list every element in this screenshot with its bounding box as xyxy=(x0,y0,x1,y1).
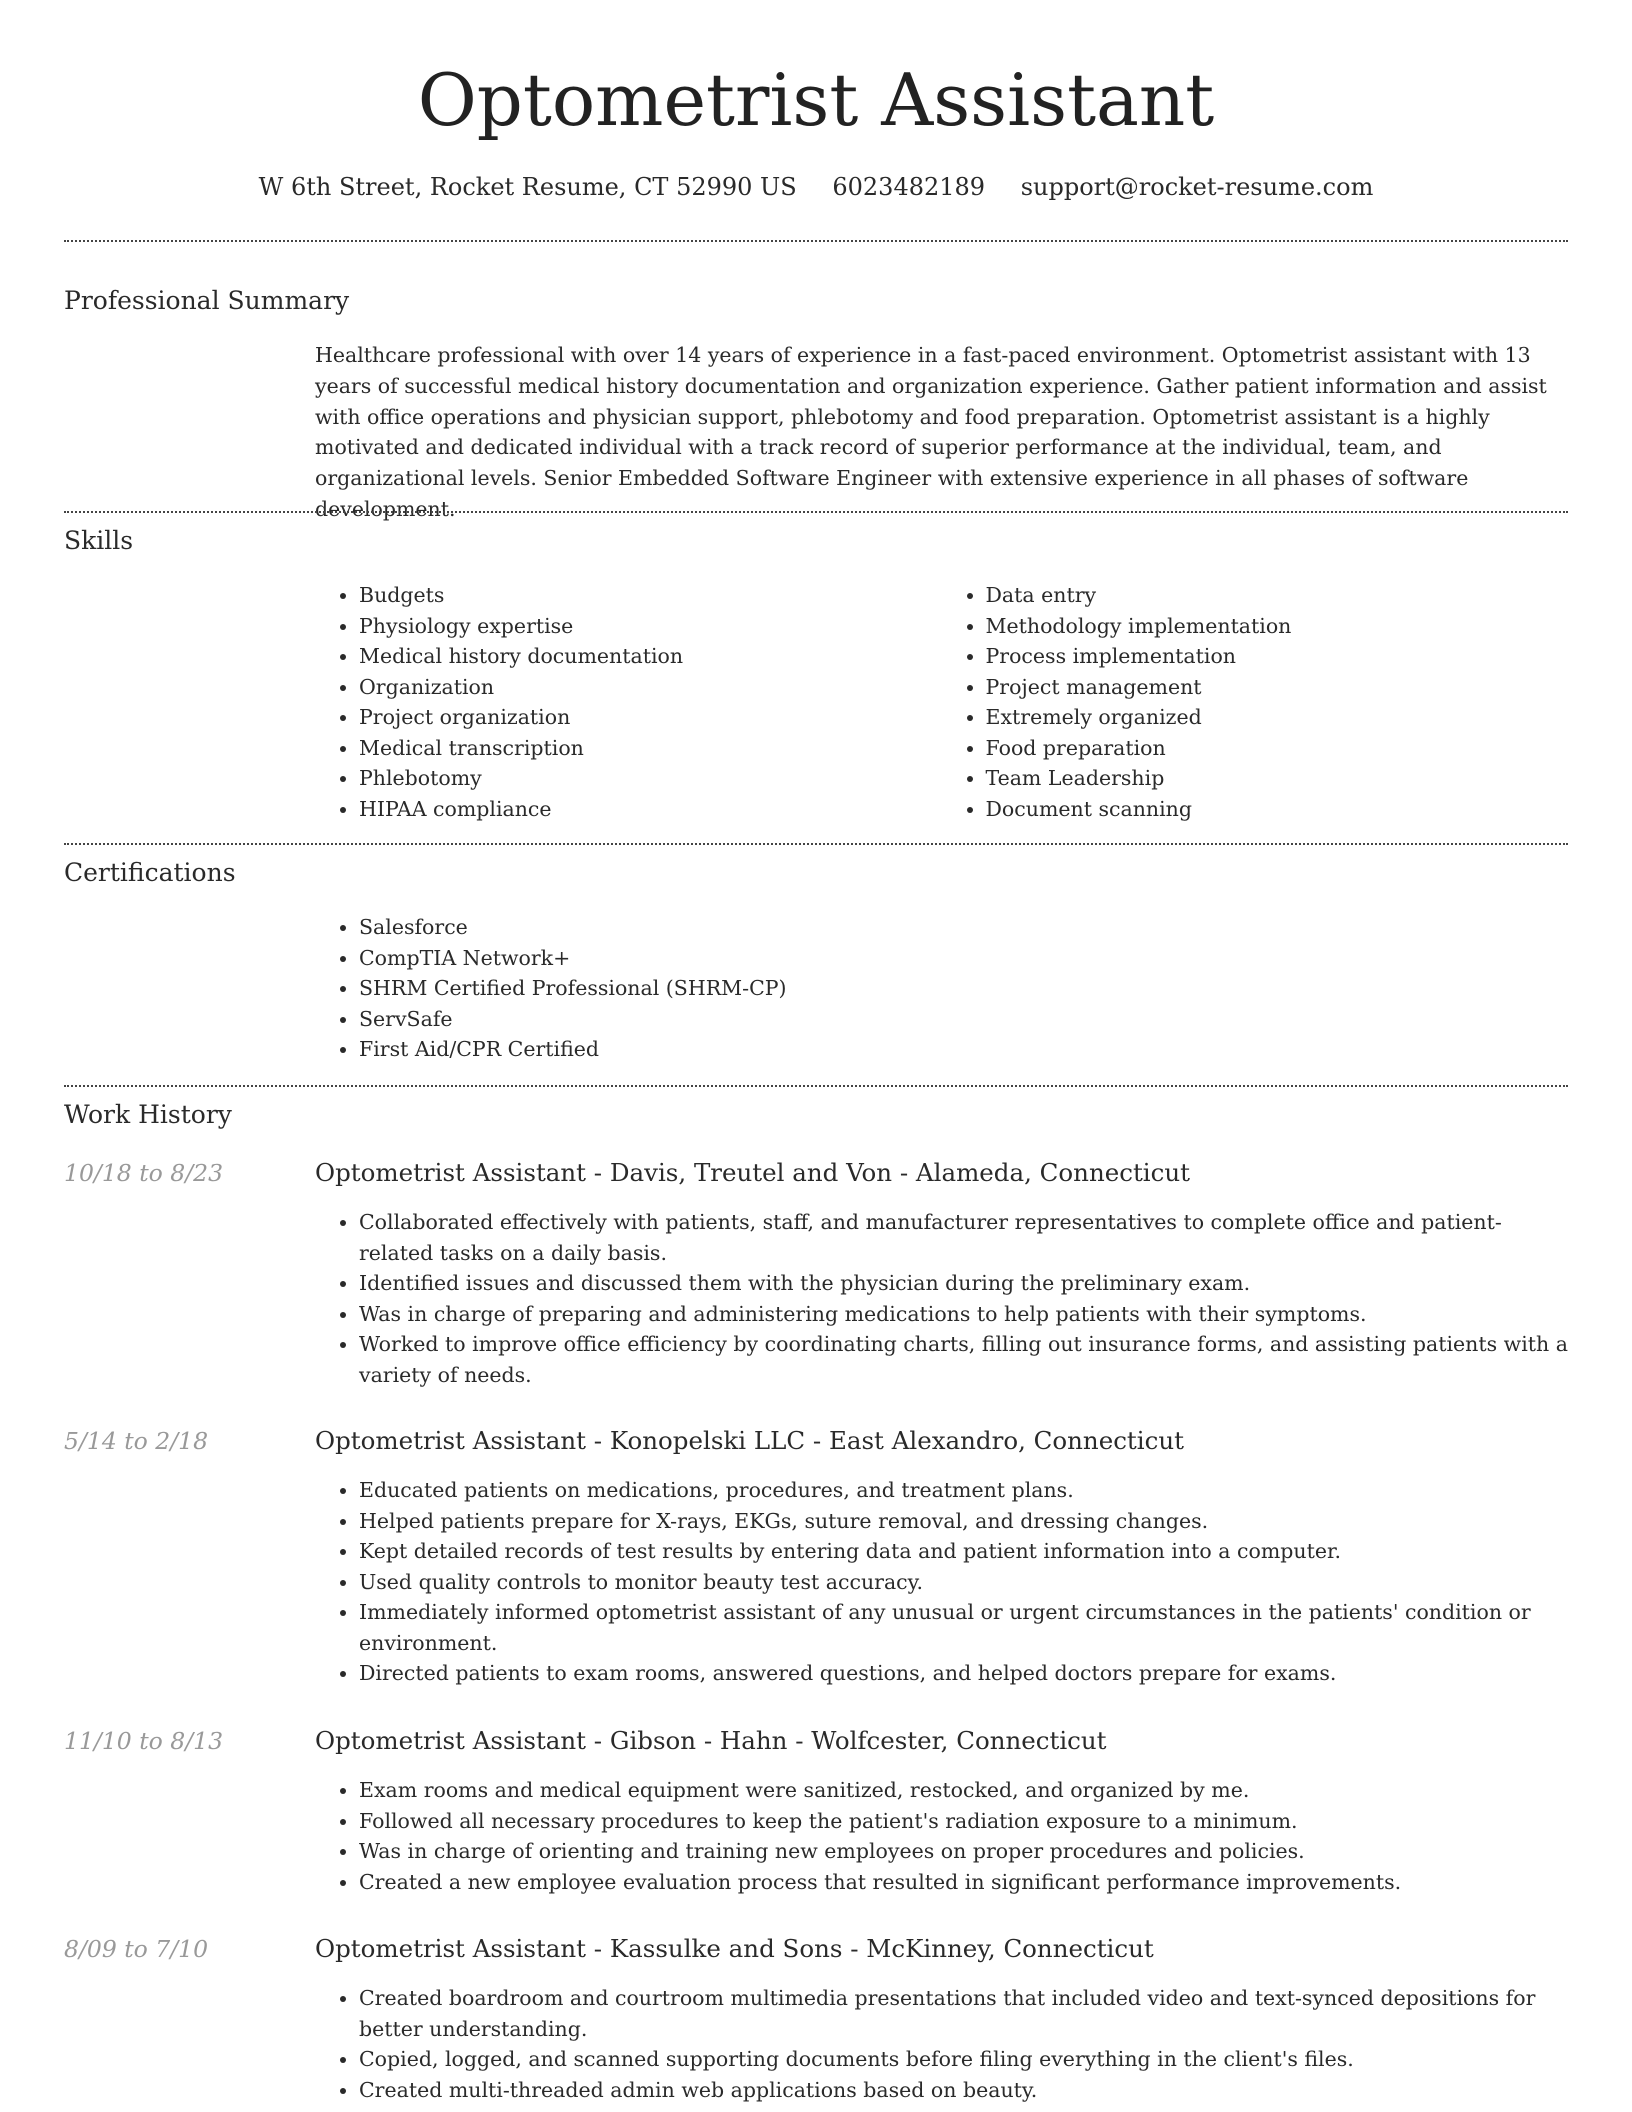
skill-item: • Budgets xyxy=(359,580,942,611)
certifications-list xyxy=(315,912,1568,1065)
skill-item: • Organization xyxy=(359,672,942,703)
job-bullets xyxy=(315,1475,1568,1689)
certification-item: • CompTIA Network+ xyxy=(359,943,1568,974)
job-bullet: • Helped patients prepare for X-rays, EKGs, suture removal, and dressing changes. xyxy=(359,1506,1568,1537)
job-bullet: • Used quality controls to monitor beauty test accuracy. xyxy=(359,1567,1568,1598)
skill-item: • Phlebotomy xyxy=(359,763,942,794)
skill-item: • Process implementation xyxy=(986,641,1569,672)
job-bullet: • Kept detailed records of test results by entering data and patient information into a computer. xyxy=(359,1536,1568,1567)
job-dates: 8/09 to 7/10 xyxy=(64,1935,209,1963)
divider xyxy=(64,511,1568,513)
skills-heading: Skills xyxy=(64,526,134,555)
job-bullet: • Followed all necessary procedures to keep the patient's radiation exposure to a minimum. xyxy=(359,1806,1568,1837)
contact-email: support@rocket-resume.com xyxy=(1020,173,1374,201)
job-bullet: • Immediately informed optometrist assistant of any unusual or urgent circumstances in the patients' condition or environment. xyxy=(359,1597,1568,1658)
contact-line xyxy=(64,170,1568,204)
divider xyxy=(64,843,1568,845)
job-bullet: • Created a new employee evaluation process that resulted in significant performance improvements. xyxy=(359,1867,1568,1898)
job-bullet: • Was in charge of preparing and administering medications to help patients with their symptoms. xyxy=(359,1299,1568,1330)
job-bullet: • Exam rooms and medical equipment were sanitized, restocked, and organized by me. xyxy=(359,1775,1568,1806)
certification-item: • Salesforce xyxy=(359,912,1568,943)
work-history-heading: Work History xyxy=(64,1100,232,1129)
certification-item: • ServSafe xyxy=(359,1004,1568,1035)
skill-item: • Project management xyxy=(986,672,1569,703)
job-title: Optometrist Assistant - Konopelski LLC - East Alexandro, Connecticut xyxy=(315,1426,1184,1455)
skill-item: • Project organization xyxy=(359,702,942,733)
job-bullets xyxy=(315,1207,1568,1390)
job-title: Optometrist Assistant - Davis, Treutel and Von - Alameda, Connecticut xyxy=(315,1158,1190,1187)
certification-item: • SHRM Certified Professional (SHRM-CP) xyxy=(359,973,1568,1004)
job-bullet: • Educated patients on medications, procedures, and treatment plans. xyxy=(359,1475,1568,1506)
job-title: Optometrist Assistant - Kassulke and Sons - McKinney, Connecticut xyxy=(315,1934,1154,1963)
skills-left-column xyxy=(315,580,942,824)
skill-item: • Data entry xyxy=(986,580,1569,611)
summary-heading: Professional Summary xyxy=(64,286,350,315)
job-bullet: • Was in charge of orienting and training new employees on proper procedures and policies. xyxy=(359,1836,1568,1867)
skill-item: • Medical transcription xyxy=(359,733,942,764)
divider xyxy=(64,1085,1568,1087)
job-title: Optometrist Assistant - Gibson - Hahn - Wolfcester, Connecticut xyxy=(315,1726,1107,1755)
skill-item: • Team Leadership xyxy=(986,763,1569,794)
skill-item: • Methodology implementation xyxy=(986,611,1569,642)
certifications-heading: Certifications xyxy=(64,858,236,887)
job-bullet: • Directed patients to exam rooms, answered questions, and helped doctors prepare for exams. xyxy=(359,1658,1568,1689)
job-bullet: • Collaborated effectively with patients, staff, and manufacturer representatives to complete office and patient-related tasks on a daily basis. xyxy=(359,1207,1568,1268)
skill-item: • Medical history documentation xyxy=(359,641,942,672)
skill-item: • Physiology expertise xyxy=(359,611,942,642)
job-dates: 11/10 to 8/13 xyxy=(64,1727,224,1755)
job-bullet: • Worked to improve office efficiency by coordinating charts, filling out insurance forms, and assisting patients with a variety of needs. xyxy=(359,1329,1568,1390)
job-bullet: • Created multi-threaded admin web applications based on beauty. xyxy=(359,2075,1568,2106)
job-bullets xyxy=(315,1983,1568,2105)
summary-text: Healthcare professional with over 14 years of experience in a fast-paced environment. Optometrist assistant with 13 years of successful medical history documentation and organization experience. Gather patient information and assist with office operations and physician support, phlebotomy and food preparation. Optometrist assistant is a highly motivated and dedicated individual with a track record of superior performance at the individual, team, and organizational levels. Senior Embedded Software Engineer with extensive experience in all phases of software development. xyxy=(315,343,1547,521)
skill-item: • HIPAA compliance xyxy=(359,794,942,825)
job-bullet: • Copied, logged, and scanned supporting documents before filing everything in the client's files. xyxy=(359,2044,1568,2075)
job-bullet: • Identified issues and discussed them with the physician during the preliminary exam. xyxy=(359,1268,1568,1299)
resume-name: Optometrist Assistant xyxy=(417,58,1215,142)
skill-item: • Extremely organized xyxy=(986,702,1569,733)
job-dates: 10/18 to 8/23 xyxy=(64,1159,224,1187)
job-dates: 5/14 to 2/18 xyxy=(64,1427,209,1455)
job-bullets xyxy=(315,1775,1568,1897)
job-bullet: • Created boardroom and courtroom multimedia presentations that included video and text-synced depositions for better understanding. xyxy=(359,1983,1568,2044)
skills-list xyxy=(315,580,1568,824)
skills-right-column xyxy=(942,580,1569,824)
contact-address: W 6th Street, Rocket Resume, CT 52990 US xyxy=(258,173,797,201)
contact-phone: 6023482189 xyxy=(832,173,986,201)
skill-item: • Food preparation xyxy=(986,733,1569,764)
skill-item: • Document scanning xyxy=(986,794,1569,825)
certification-item: • First Aid/CPR Certified xyxy=(359,1034,1568,1065)
divider xyxy=(64,240,1568,242)
